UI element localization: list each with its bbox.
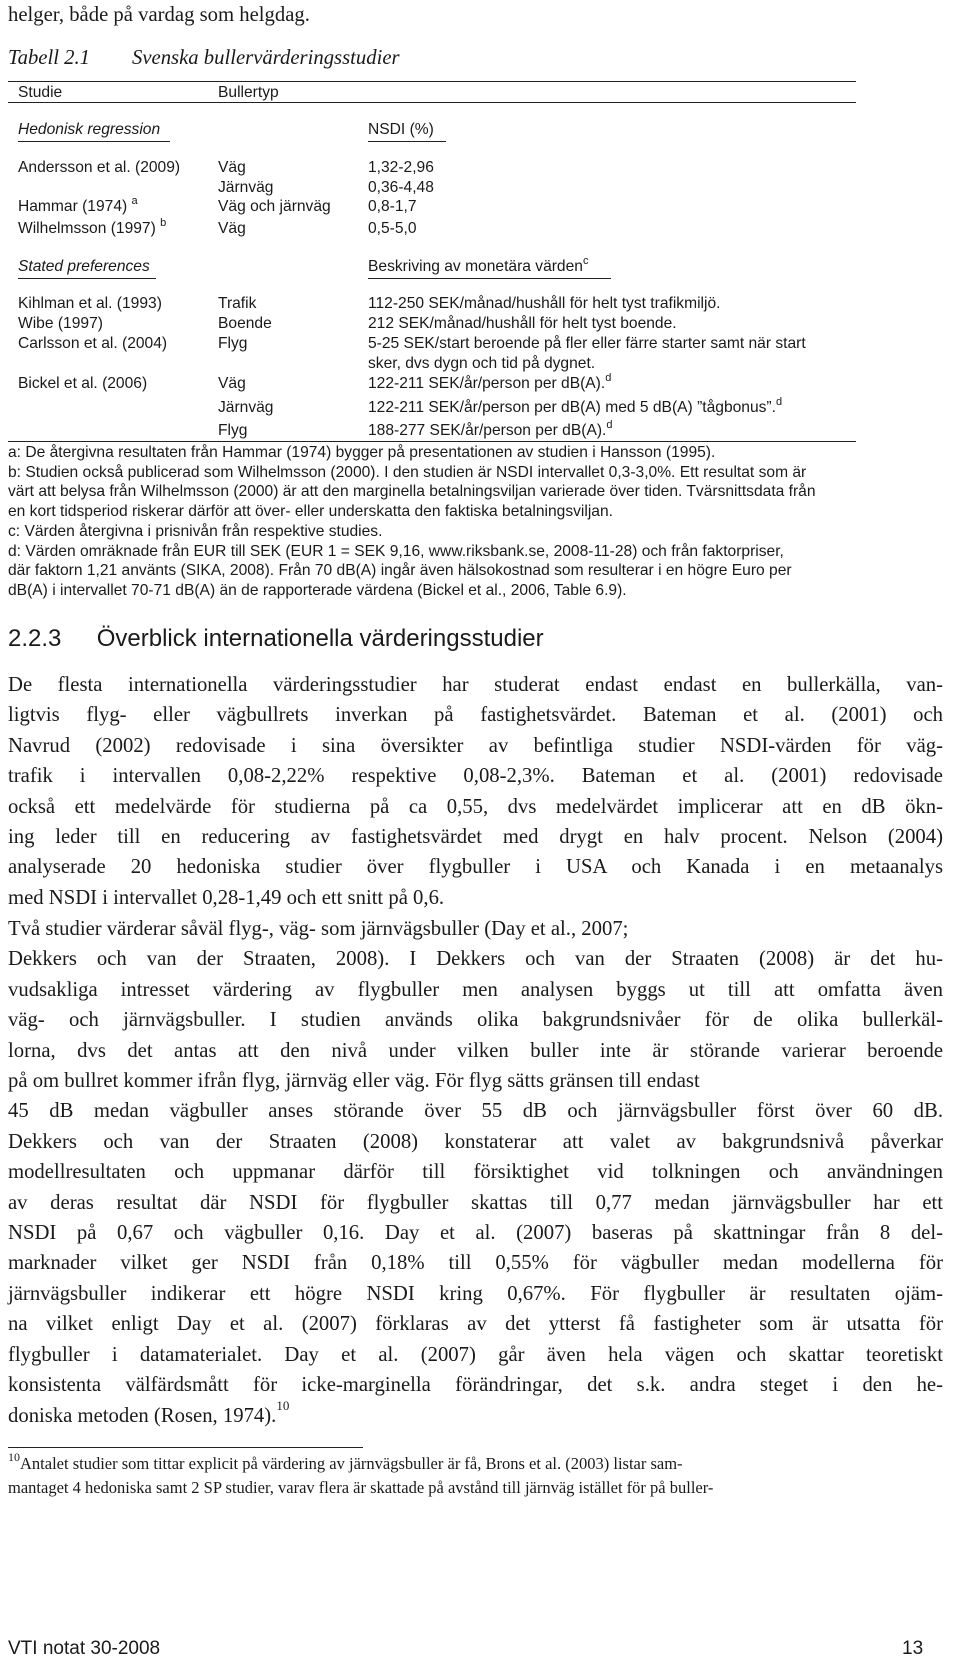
- study-cell: Wilhelmsson (1997) $^b$: [18, 216, 167, 237]
- table-note-line: dB(A) i intervallet 70-71 dB(A) än de rapporterade värdena (Bickel et al., 2006, Table 6.9).: [8, 581, 627, 599]
- noise-type-cell: Järnväg: [218, 179, 274, 196]
- note-marker: d: [605, 371, 612, 384]
- paragraph-line: av deras resultat där NSDI för flygbuller skattas till 0,77 medan järnvägsbuller har ett: [8, 1191, 943, 1214]
- footnote-line-2: mantaget 4 hedoniska samt 2 SP studier, varav flera är skattade på avstånd till järnväg istället för på buller-: [8, 1477, 714, 1497]
- noise-type-cell: Väg: [218, 220, 246, 237]
- table-bottom-rule: [8, 441, 856, 442]
- section-value-header-monetary: Beskriving av monetära värden$^c$: [368, 254, 589, 275]
- value-cell: 1,32-2,96: [368, 159, 434, 176]
- section-value-header-underline: [368, 278, 611, 279]
- paragraph-line: marknader vilket ger NSDI från 0,18% till 0,55% för vägbuller medan modellerna för: [8, 1252, 943, 1275]
- note-marker: b: [160, 216, 167, 229]
- table-header-rule: [8, 102, 856, 103]
- section-number: 2.2.3: [8, 625, 62, 652]
- value-cell: 0,8-1,7: [368, 198, 417, 215]
- paragraph-line: med NSDI i intervallet 0,28-1,49 och ett snitt på 0,6.: [8, 886, 445, 909]
- study-cell: Hammar (1974) $^a$: [18, 194, 138, 215]
- study-cell: Kihlman et al. (1993): [18, 295, 162, 312]
- paragraph-line: järnvägsbuller indikerar ett högre NSDI kring 0,67%. För flygbuller är resultaten ojäm-: [8, 1282, 943, 1305]
- noise-type-cell: Väg: [218, 159, 246, 176]
- study-cell: Bickel et al. (2006): [18, 375, 148, 392]
- paragraph-line: doniska metoden (Rosen, 1974).$^{10}$: [8, 1397, 290, 1427]
- page-number: 13: [902, 1638, 924, 1659]
- section-title-hedonic: Hedonisk regression: [18, 121, 161, 138]
- noise-type-cell: Väg: [218, 375, 246, 392]
- table-note-line: värt att belysa från Wilhelmsson (2000) är att den marginella betalningsviljan varierade över tiden. Tvärsnittsdata från: [8, 483, 816, 501]
- section-title-underline: [18, 141, 170, 142]
- paragraph-line: Dekkers och van der Straaten, 2008). I Dekkers och van der Straaten (2008) är det hu-: [8, 948, 943, 971]
- noise-type-cell: Väg och järnväg: [218, 198, 331, 215]
- value-cell: 0,5-5,0: [368, 220, 417, 237]
- value-cell: sker, dvs dygn och tid på dygnet.: [368, 355, 596, 372]
- table-caption-title: Svenska bullervärderingsstudier: [132, 47, 400, 69]
- paragraph-line: na vilket enligt Day et al. (2007) förklaras av det ytterst få fastigheter som är utsatta för: [8, 1313, 943, 1336]
- column-header-study: Studie: [18, 84, 63, 101]
- section-title: Överblick internationella värderingsstudier: [96, 625, 544, 652]
- study-cell: Wibe (1997): [18, 315, 103, 332]
- noise-type-cell: Flyg: [218, 335, 248, 352]
- table-caption-label: Tabell 2.1: [8, 47, 91, 69]
- paragraph-line: Två studier värderar såväl flyg-, väg- som järnvägsbuller (Day et al., 2007;: [8, 918, 629, 940]
- footnote-rule: [8, 1447, 363, 1448]
- paragraph-line: De flesta internationella värderingsstudier har studerat endast endast en bullerkälla, van-: [8, 674, 943, 696]
- section-heading: [8, 622, 544, 656]
- noise-type-cell: Trafik: [218, 295, 257, 312]
- paragraph-line: 45 dB medan vägbuller anses störande över 55 dB och järnvägsbuller först över 60 dB.: [8, 1100, 943, 1123]
- table-note-line: c: Värden återgivna i prisnivån från respektive studies.: [8, 522, 383, 540]
- section-value-header-underline: [368, 141, 446, 142]
- table-note-line: där faktorn 1,21 använts (SIKA, 2008). Från 70 dB(A) ingår även hälsokostnad som resulterar i en högre Euro per: [8, 562, 792, 580]
- paragraph-line: trafik i intervallen 0,08-2,22% respektive 0,08-2,3%. Bateman et al. (2001) redovisade: [8, 765, 943, 788]
- paragraph-line: konsistenta välfärdsmått för icke-marginella förändringar, det s.k. andra steget i den he-: [8, 1374, 943, 1397]
- paragraph-line: också ett medelvärde för studierna på ca 0,55, dvs medelvärdet implicerar att en dB ökn-: [8, 795, 943, 818]
- footnote-mark: 10: [8, 1449, 20, 1464]
- paragraph-line: ligtvis flyg- eller vägbullrets inverkan på fastighetsvärdet. Bateman et al. (2001) och: [8, 704, 943, 727]
- study-cell: Andersson et al. (2009): [18, 159, 181, 176]
- paragraph-line: Navrud (2002) redovisade i sina översikter av befintliga studier NSDI-värden för väg-: [8, 734, 943, 757]
- note-marker: d: [775, 395, 783, 408]
- value-cell: 112-250 SEK/månad/hushåll för helt tyst trafikmiljö.: [368, 295, 721, 312]
- paragraph-line: väg- och järnvägsbuller. I studien används olika bakgrundsnivåer för de olika bullerkäl-: [8, 1009, 943, 1032]
- paragraph-line: lorna, dvs det antas att den nivå under vilken buller inte är störande varierar beroende: [8, 1039, 943, 1062]
- note-marker: c: [582, 254, 589, 267]
- body-paragraph-1: [8, 670, 943, 913]
- table-note-line: b: Studien också publicerad som Wilhelmsson (2000). I den studien är NSDI intervallet 0,3-3,0%. Ett resultat som är: [8, 463, 807, 481]
- column-header-noise-type: Bullertyp: [218, 84, 279, 101]
- page-footer-left: VTI notat 30-2008: [8, 1638, 161, 1659]
- paragraph-line: vudsakliga intresset värdering av flygbuller men analysen byggs ut till att omfatta även: [8, 978, 943, 1001]
- section-value-header-nsdi: NSDI (%): [368, 121, 434, 138]
- top-text-line: helger, både på vardag som helgdag.: [8, 4, 310, 26]
- paragraph-line: flygbuller i datamaterialet. Day et al. (2007) går även hela vägen och skattar teoretiskt: [8, 1343, 943, 1366]
- section-title-underline: [18, 278, 156, 279]
- value-cell: 122-211 SEK/år/person per dB(A) med 5 dB(A) ”tågbonus”.$^d$: [368, 395, 783, 416]
- table-note-line: d: Värden omräknade från EUR till SEK (EUR 1 = SEK 9,16, www.riksbank.se, 2008-11-28) och från faktorpriser,: [8, 542, 784, 560]
- paragraph-line: modellresultaten och uppmanar därför till försiktighet vid tolkningen och användningen: [8, 1161, 943, 1184]
- table-notes: [8, 443, 948, 601]
- footnote-line-1: $^{10}$Antalet studier som tittar explicit på värdering av järnvägsbuller är få, Brons et al. (2003) listar sam-: [8, 1449, 683, 1473]
- noise-type-cell: Flyg: [218, 422, 248, 439]
- section-title-stated-preferences: Stated preferences: [18, 258, 150, 275]
- footnote: [8, 1449, 948, 1499]
- table-note-line: en kort tidsperiod riskerar därför att över- eller underskatta den faktiska betalningsviljan.: [8, 503, 613, 521]
- noise-type-cell: Boende: [218, 315, 272, 332]
- paragraph-line: NSDI på 0,67 och vägbuller 0,16. Day et al. (2007) baseras på skattningar från 8 del-: [8, 1222, 943, 1245]
- note-marker: d: [606, 418, 613, 431]
- value-cell: 122-211 SEK/år/person per dB(A).$^d$: [368, 371, 612, 392]
- study-cell: Carlsson et al. (2004): [18, 335, 168, 352]
- value-cell: 188-277 SEK/år/person per dB(A).$^d$: [368, 418, 613, 439]
- value-cell: 5-25 SEK/start beroende på fler eller färre starter samt när start: [368, 335, 806, 352]
- paragraph-line: Dekkers och van der Straaten (2008) konstaterar att valet av bakgrundsnivå påverkar: [8, 1130, 943, 1153]
- paragraph-line: ing leder till en reducering av fastighetsvärdet med drygt en halv procent. Nelson (2004): [8, 826, 943, 849]
- footnote-reference[interactable]: 10: [276, 1397, 290, 1413]
- paragraph-line: på om bullret kommer ifrån flyg, järnväg eller väg. För flyg sätts gränsen till endast: [8, 1070, 700, 1093]
- value-cell: 212 SEK/månad/hushåll för helt tyst boende.: [368, 315, 677, 332]
- note-marker: a: [131, 194, 138, 207]
- table-note-line: a: De återgivna resultaten från Hammar (1974) bygger på presentationen av studien i Hansson (1995).: [8, 444, 716, 461]
- value-cell: 0,36-4,48: [368, 179, 434, 196]
- paragraph-line: analyserade 20 hedoniska studier över flygbuller i USA och Kanada i en metaanalys: [8, 856, 943, 879]
- noise-type-cell: Järnväg: [218, 399, 274, 416]
- body-paragraph-2: [8, 914, 943, 1431]
- table-top-rule: [8, 81, 856, 82]
